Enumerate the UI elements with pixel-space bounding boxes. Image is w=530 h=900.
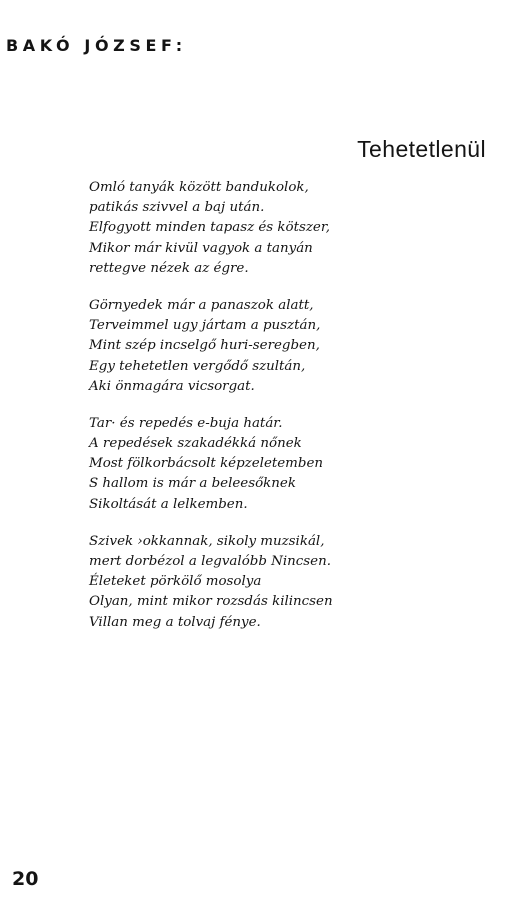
poem-line: Egy tehetetlen vergődő szultán, (89, 358, 306, 374)
poem-line: Omló tanyák között bandukolok, (89, 180, 309, 195)
poem-line: Elfogyott minden tapasz és kötszer, (89, 220, 331, 236)
poem-line: Villan meg a tolvaj fénye. (89, 614, 261, 630)
poem-line: patikás szivvel a baj után. (89, 200, 265, 216)
poem-line: S hallom is már a beleesőknek (89, 476, 296, 492)
stanza-1 (89, 178, 389, 279)
poem-line: Mikor már kivül vagyok a tanyán (89, 240, 313, 256)
poem-line: mert dorbézol a legvalóbb Nincsen. (89, 554, 331, 569)
poem-line: Terveimmel ugy jártam a pusztán, (89, 318, 321, 334)
poem-line: Olyan, mint mikor rozsdás kilincsen (89, 594, 333, 610)
stanza-4 (89, 532, 389, 633)
poem-line: Szivek ›okkannak, sikoly muzsikál, (89, 533, 325, 549)
author-heading: BAKÓ JÓZSEF: (6, 36, 187, 55)
stanza-3 (89, 414, 389, 515)
poem-line: rettegve nézek az égre. (89, 260, 249, 276)
poem-line: Mint szép incselgő huri-seregben, (89, 338, 320, 354)
stanza-2 (89, 296, 389, 397)
poem-line: Görnyedek már a panaszok alatt, (89, 297, 314, 313)
poem-title: Tehetetlenül (357, 136, 486, 162)
poem-line: Most fölkorbácsolt képzeletemben (89, 456, 323, 472)
poem-line: Sikoltását a lelkemben. (89, 496, 248, 512)
page-number: 20 (12, 868, 39, 890)
poem-body (89, 178, 389, 650)
poem-line: A repedések szakadékká nőnek (89, 436, 302, 452)
poem-line: Tar· és repedés e-buja határ. (89, 415, 283, 431)
poem-line: Életeket pörkölő mosolya (89, 574, 262, 590)
poem-line: Aki önmagára vicsorgat. (89, 378, 255, 394)
